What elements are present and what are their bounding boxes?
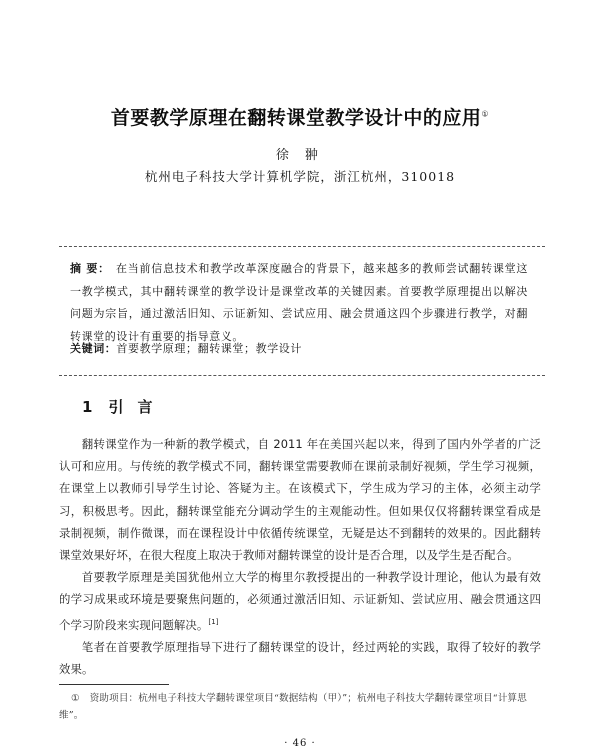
- section-title: 引言: [108, 398, 167, 416]
- footnote: [59, 690, 541, 724]
- keywords-text: 首要教学原理；翻转课堂；教学设计: [116, 342, 303, 355]
- abstract: [70, 258, 528, 348]
- abstract-label: 摘 要：: [70, 262, 110, 275]
- keywords: [70, 340, 528, 356]
- footnote-text: 资助项目：杭州电子科技大学翻转课堂项目“数据结构（甲）”；杭州电子科技大学翻转课堂项目“计算思维”。: [59, 693, 527, 721]
- keywords-label: 关键词：: [70, 342, 117, 355]
- section-heading: [82, 396, 166, 417]
- footnote-mark: ①: [71, 693, 80, 704]
- paragraph: 笔者在首要教学原理指导下进行了翻转课堂的设计，经过两轮的实践，取得了较好的教学效果。: [59, 639, 541, 676]
- paragraph: 首要教学原理是美国犹他州立大学的梅里尔教授提出的一种教学设计理论，他认为最有效的学习成果或环境是要聚焦问题的，必须通过激活旧知、示证新知、尝试应用、融会贯通这四个学习阶段来实现问题解决。[1]: [59, 570, 541, 632]
- paper-title: 首要教学原理在翻转课堂教学设计中的应用①: [110, 107, 490, 129]
- title-footnote-mark: ①: [481, 109, 490, 119]
- author-name: 徐 翀: [275, 148, 325, 163]
- citation-mark: [1]: [208, 617, 219, 626]
- page-number: · 46 ·: [284, 738, 316, 749]
- author-affiliation: 杭州电子科技大学计算机学院，浙江杭州，310018: [144, 169, 456, 184]
- footnote-divider: [59, 684, 169, 685]
- abstract-text: 在当前信息技术和教学改革深度融合的背景下，越来越多的教师尝试翻转课堂这一教学模式，其中翻转课堂的教学设计是课堂改革的关键因素。首要教学原理提出以解决问题为宗旨，通过激活旧知、示证新知、尝试应用、融会贯通这四个步骤进行教学，对翻转课堂的设计有重要的指导意义。: [70, 262, 529, 343]
- paragraph: 翻转课堂作为一种新的教学模式，自 2011 年在美国兴起以来，得到了国内外学者的广泛认可和应用。与传统的教学模式不同，翻转课堂需要教师在课前录制好视频，学生学习视频，在课堂上以教师引导学生讨论、答疑为主。在该模式下，学生成为学习的主体，必须主动学习，积极思考。因此，翻转课堂能充分调动学生的主观能动性。但如果仅仅将翻转课堂看成是录制视频，制作微课，而在课程设计中依循传统课堂，无疑是达不到翻转的效果的。因此翻转课堂效果好坏，在很大程度上取决于教师对翻转课堂的设计是否合理，以及学生是否配合。: [59, 437, 541, 563]
- body-text: [59, 433, 541, 680]
- section-number: 1: [82, 398, 93, 416]
